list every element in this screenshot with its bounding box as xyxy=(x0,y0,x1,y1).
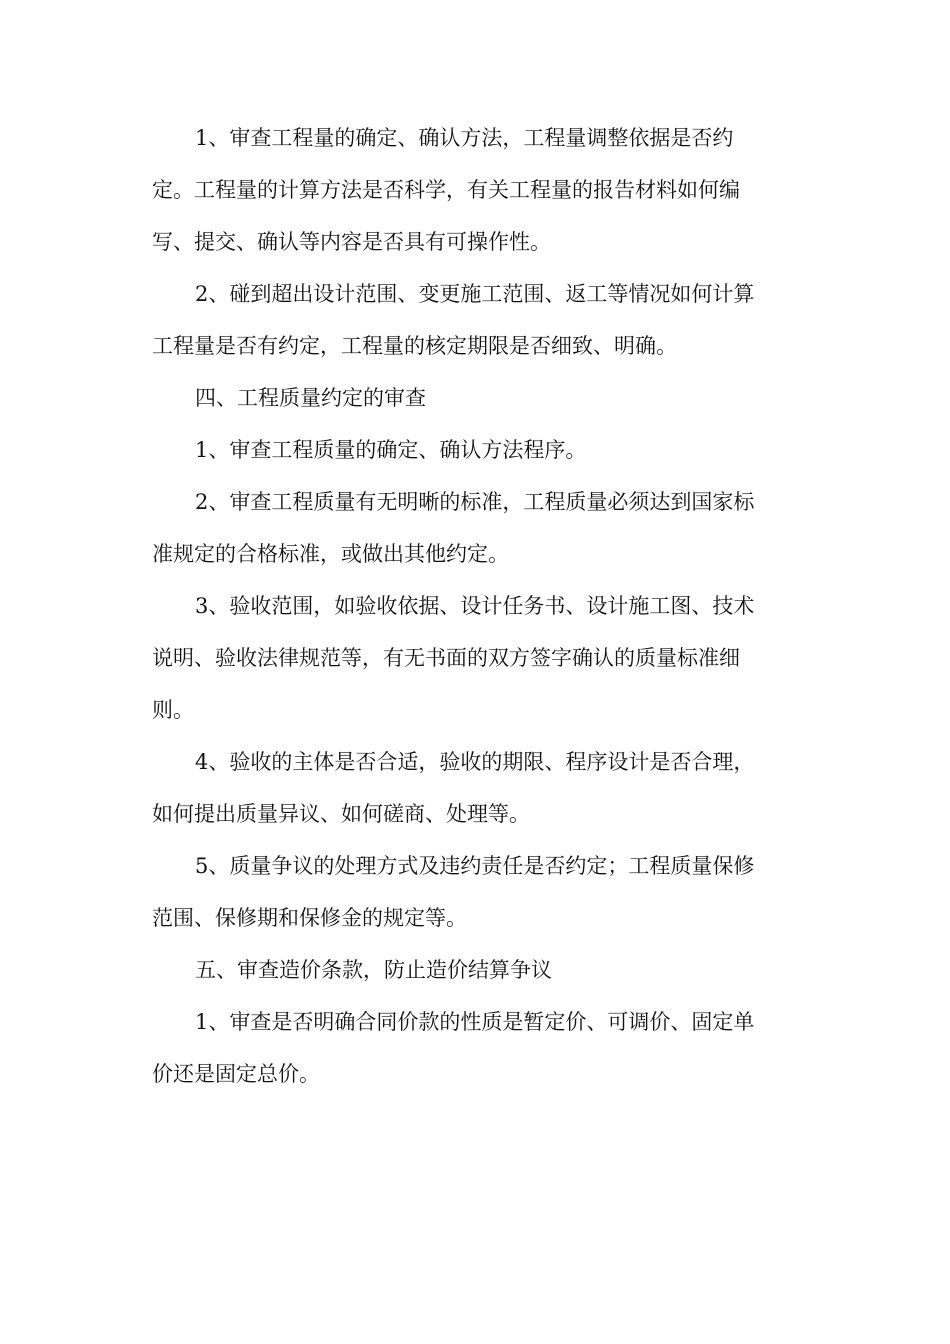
text-line: 范围、保修期和保修金的规定等。 xyxy=(152,906,467,930)
paragraph xyxy=(152,840,792,944)
text-line: 准规定的合格标准，或做出其他约定。 xyxy=(152,542,509,566)
text-line: 如何提出质量异议、如何磋商、处理等。 xyxy=(152,802,530,826)
paragraph xyxy=(152,112,792,268)
heading-text: 五、审查造价条款，防止造价结算争议 xyxy=(195,958,552,982)
text-line: 5、质量争议的处理方式及违约责任是否约定；工程质量保修 xyxy=(195,854,755,878)
text-line: 4、验收的主体是否合适，验收的期限、程序设计是否合理， xyxy=(195,750,755,774)
paragraph xyxy=(152,424,792,476)
section-heading xyxy=(152,372,792,424)
paragraph xyxy=(152,476,792,580)
paragraph xyxy=(152,580,792,736)
section-heading xyxy=(152,944,792,996)
text-line: 定。工程量的计算方法是否科学，有关工程量的报告材料如何编 xyxy=(152,178,740,202)
heading-text: 四、工程质量约定的审查 xyxy=(195,386,426,410)
text-line: 则。 xyxy=(152,698,194,722)
paragraph xyxy=(152,736,792,840)
document-body xyxy=(152,112,792,1100)
text-line: 写、提交、确认等内容是否具有可操作性。 xyxy=(152,230,551,254)
text-line: 价还是固定总价。 xyxy=(152,1062,320,1086)
text-line: 说明、验收法律规范等，有无书面的双方签字确认的质量标准细 xyxy=(152,646,740,670)
text-line: 3、验收范围，如验收依据、设计任务书、设计施工图、技术 xyxy=(195,594,755,618)
paragraph xyxy=(152,996,792,1100)
text-line: 1、审查是否明确合同价款的性质是暂定价、可调价、固定单 xyxy=(195,1010,755,1034)
text-line: 2、审查工程质量有无明晰的标准，工程质量必须达到国家标 xyxy=(195,490,755,514)
paragraph xyxy=(152,268,792,372)
text-line: 1、审查工程量的确定、确认方法，工程量调整依据是否约 xyxy=(195,126,734,150)
text-line: 2、碰到超出设计范围、变更施工范围、返工等情况如何计算 xyxy=(195,282,755,306)
text-line: 1、审查工程质量的确定、确认方法程序。 xyxy=(195,438,587,462)
text-line: 工程量是否有约定，工程量的核定期限是否细致、明确。 xyxy=(152,334,677,358)
